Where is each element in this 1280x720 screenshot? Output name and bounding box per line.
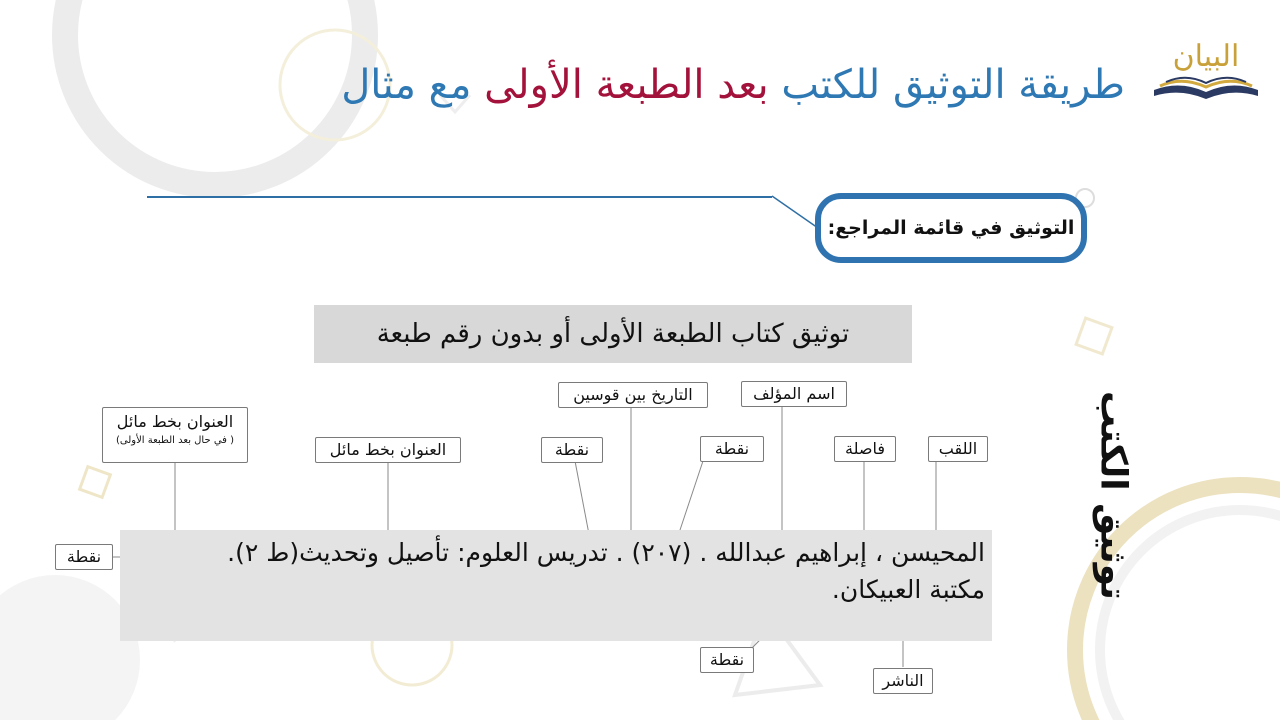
label-title-italic-edition xyxy=(102,407,248,463)
label-date-parens: التاريخ بين قوسين xyxy=(558,382,708,408)
decor-ring-top-left xyxy=(65,0,365,185)
label-publisher: الناشر xyxy=(873,668,933,694)
label-surname: اللقب xyxy=(928,436,988,462)
label-title-italic-edition-text: العنوان بخط مائل xyxy=(116,412,234,431)
citation-text xyxy=(105,534,985,608)
label-dot-after-name: نقطة xyxy=(700,436,764,462)
title-part-1: طريقة التوثيق للكتب xyxy=(781,62,1125,108)
heading-connector xyxy=(772,196,818,228)
section-heading: التوثيق في قائمة المراجع: xyxy=(827,217,1075,239)
side-title: توثيق الكتب xyxy=(1092,390,1134,600)
label-edition-note: ( في حال بعد الطبعة الأولى) xyxy=(115,435,235,446)
heading-rule xyxy=(147,196,772,198)
side-title-box xyxy=(1088,385,1138,605)
label-dot-after-date: نقطة xyxy=(541,437,603,463)
title-part-3: مع مثال xyxy=(341,62,472,108)
label-dot-end-line1: نقطة xyxy=(55,544,113,570)
decor-square-left xyxy=(80,467,111,498)
logo-text: البيان xyxy=(1172,39,1240,74)
section-heading-box xyxy=(815,193,1087,263)
citation-line-2: مكتبة العبيكان. xyxy=(831,575,985,604)
citation-line-1: المحيسن ، إبراهيم عبدالله . (٢٠٧) . تدريس العلوم: تأصيل وتحديث(ط ٢). xyxy=(227,538,985,567)
decor-square-right xyxy=(1076,318,1112,354)
citation-type-banner xyxy=(314,305,912,363)
albayan-logo xyxy=(1150,28,1262,100)
label-dot-after-publisher: نقطة xyxy=(700,647,754,673)
page-title xyxy=(341,62,1125,108)
banner-text: توثيق كتاب الطبعة الأولى أو بدون رقم طبعة xyxy=(376,319,850,349)
title-part-2: بعد الطبعة الأولى xyxy=(484,62,769,108)
label-comma: فاصلة xyxy=(834,436,896,462)
label-author-name: اسم المؤلف xyxy=(741,381,847,407)
label-title-italic: العنوان بخط مائل xyxy=(315,437,461,463)
